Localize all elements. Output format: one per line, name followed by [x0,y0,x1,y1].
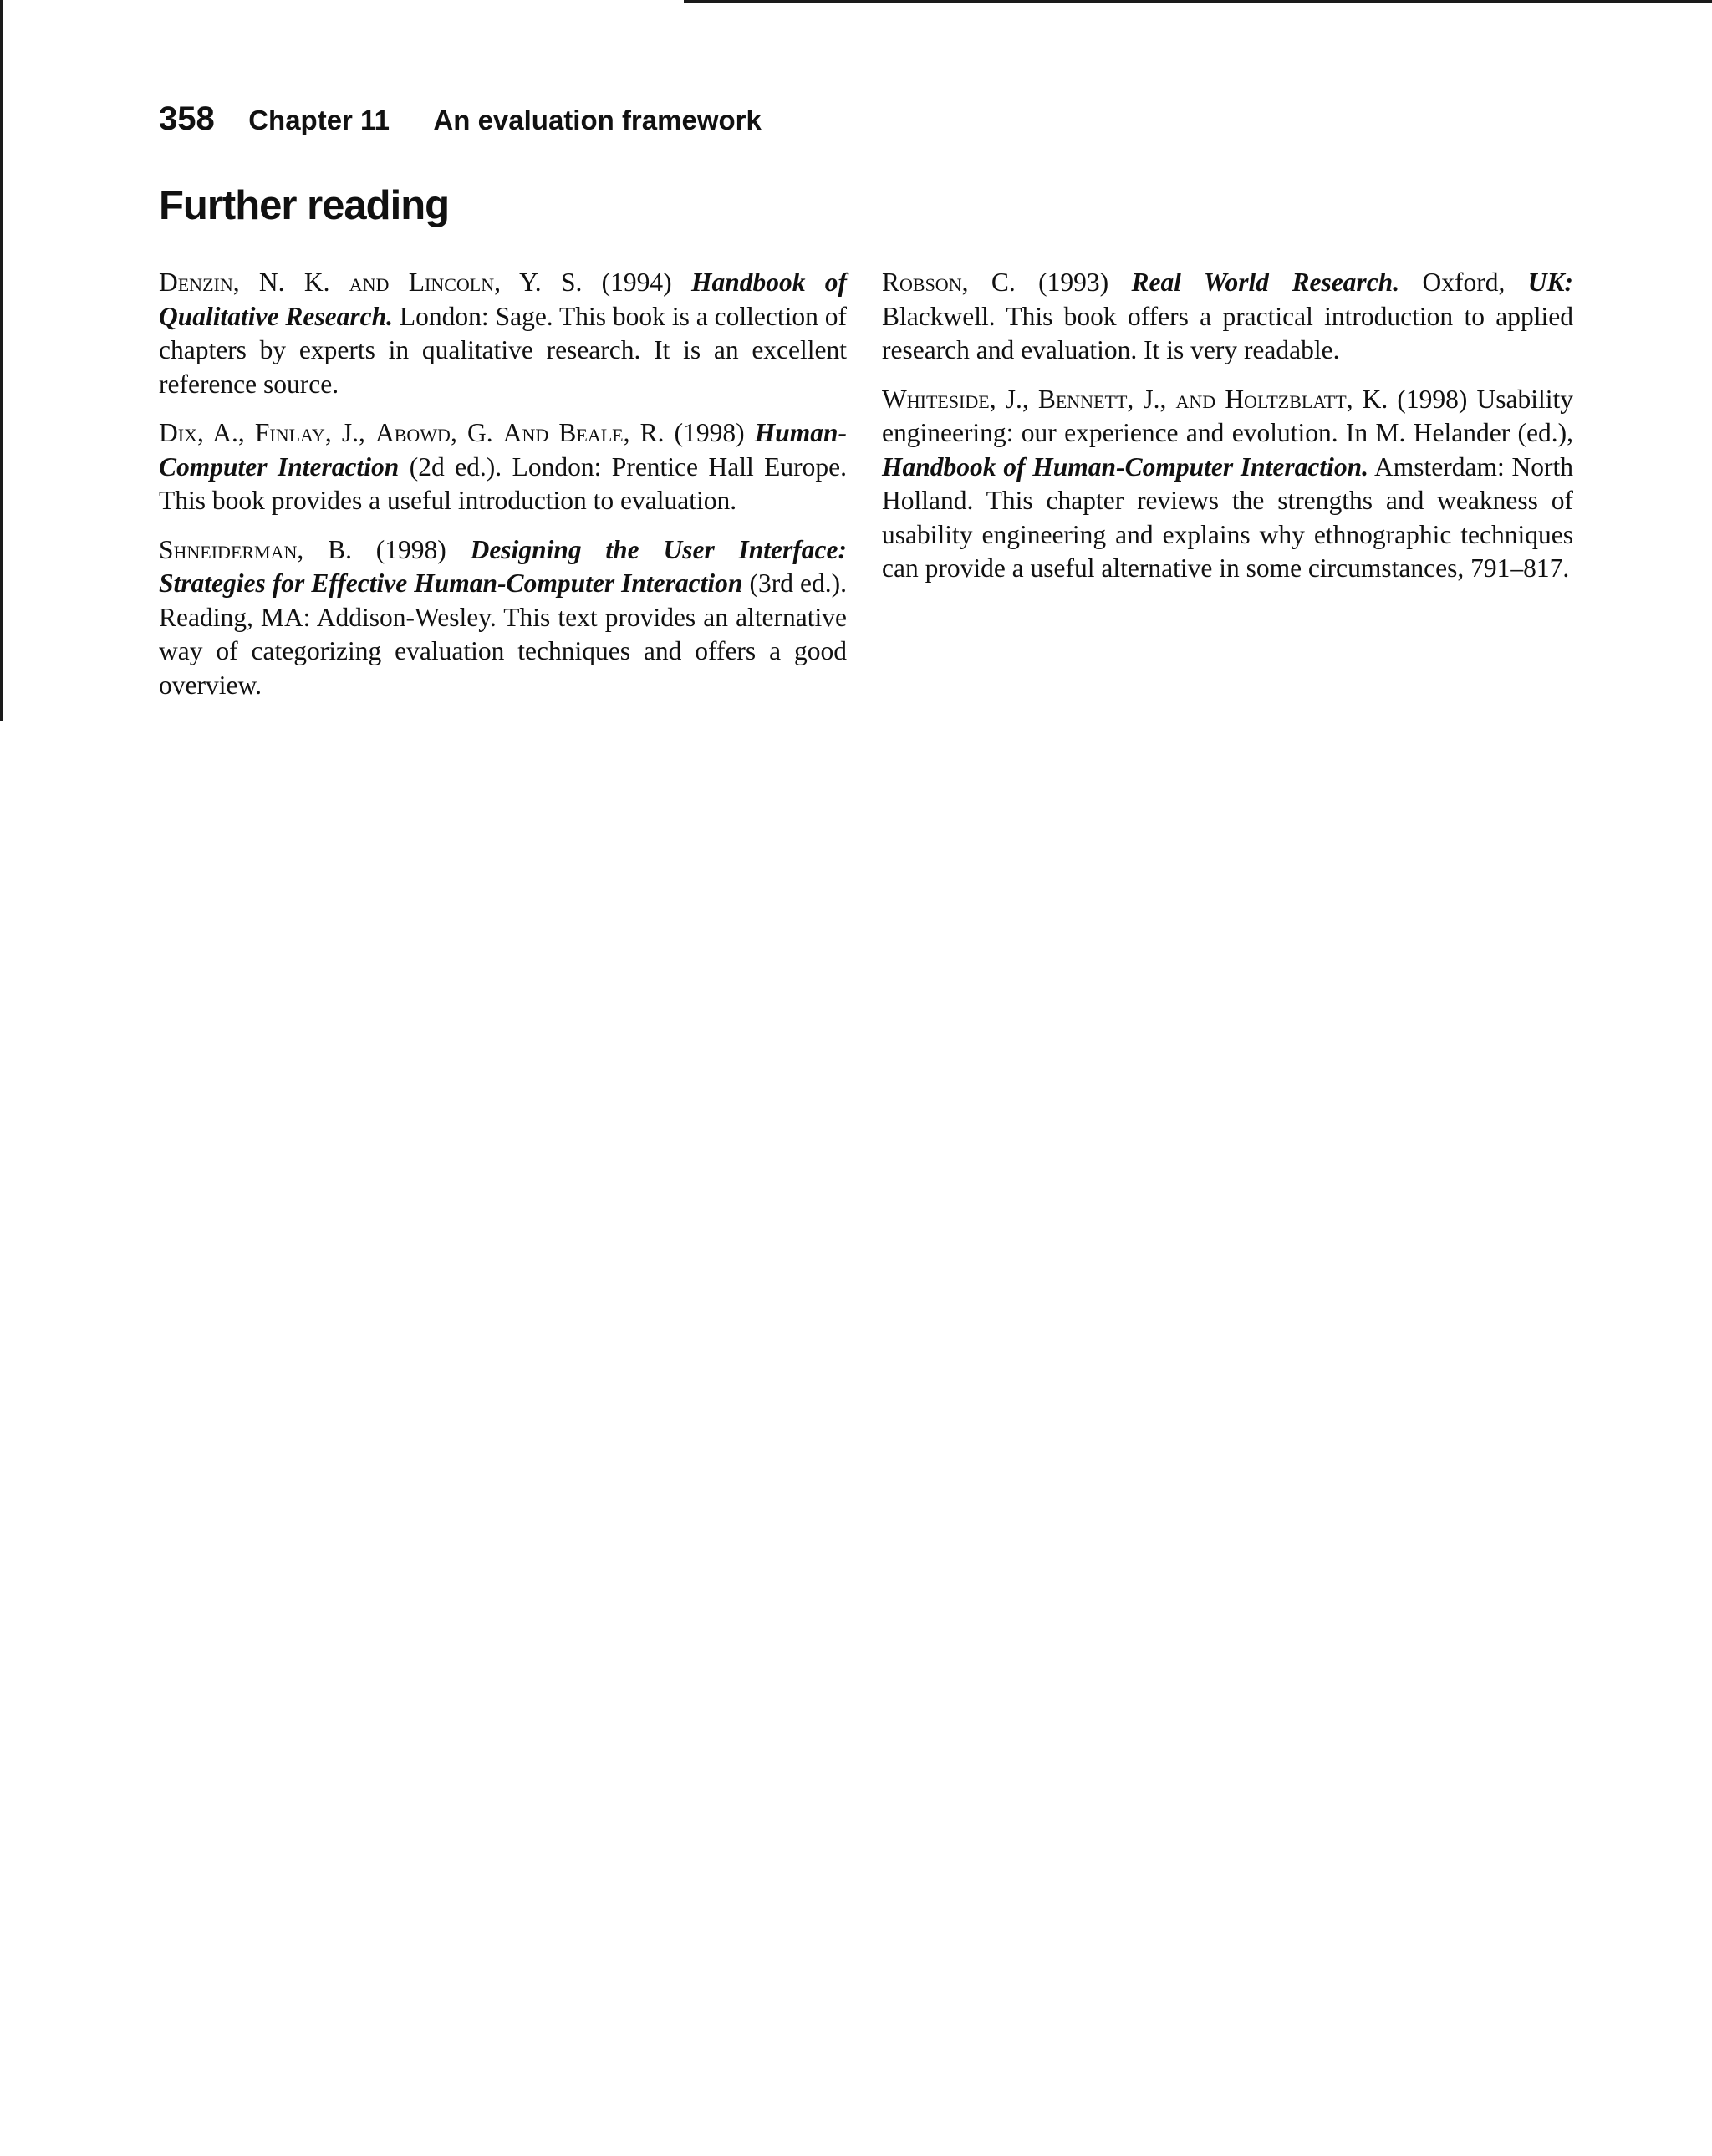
chapter-title: An evaluation framework [433,104,762,135]
author-text: , J., [324,418,375,447]
reference-denzin [159,266,847,401]
reference-title: Handbook of Qualitative Research. [159,268,847,331]
reference-location: UK: [1527,268,1573,297]
reference-whiteside [882,383,1573,586]
author-text: , R. (1998) [623,418,755,447]
author-text: , N. K. [232,268,349,297]
author-text: , K. (1998) Usability engineering: our experience and evolution. In M. Helander (ed.), [882,384,1574,447]
author-name: Dix [159,418,197,447]
author-text: , C. (1993) [961,268,1132,297]
author-text [1215,385,1225,414]
reference-robson [882,266,1573,368]
author-text: , G. [450,418,503,447]
reference-title: Real World Research. [1131,268,1400,297]
reference-title: Human-Computer Interaction [159,418,848,482]
reference-description: Amsterdam: North Holland. This chapter reviews the strengths and weakness of usability engineering and explains why ethnographic techniques can provide a useful alternative in some circumstances, 791–817. [882,451,1573,583]
reference-description: (2d ed.). London: Prentice Hall Europe. This book provides a useful introduction to evaluation. [159,451,848,515]
author-name: Abowd [374,418,451,447]
author-text: , Y. S. (1994) [494,268,691,297]
author-text: , J., [1127,384,1176,414]
author-name: Lincoln [408,268,495,297]
author-text: , A., [196,418,255,447]
chapter-label: Chapter 11 [248,104,390,135]
reference-description: (3rd ed.). Reading, MA: Addison-Wesley. This text provides an alternative way of categorizing evaluation techniques and offers a good overview. [159,568,847,700]
author-name: Holtzblatt [1225,384,1347,414]
author-name: Whiteside [882,384,990,414]
reference-title: Handbook of Human-Computer Interaction. [882,451,1368,482]
author-name: Denzin [159,268,233,297]
author-conjunction: and [349,268,390,297]
author-conjunction: And [502,418,549,447]
top-border-rule [684,0,1712,3]
author-name: Robson [882,268,962,297]
reference-description: London: Sage. This book is a collection of chapters by experts in qualitative research. It is an excellent reference source. [159,301,847,399]
author-text: , B. (1998) [297,534,471,564]
author-text [389,268,408,297]
running-head [159,100,762,138]
left-border-rule [0,0,3,721]
page-number: 358 [159,100,215,137]
author-text: , J., [989,384,1038,414]
right-column [882,266,1573,601]
author-name: Bennett [1037,384,1128,414]
reference-description: Blackwell. This book offers a practical introduction to applied research and evaluation. It is very readable. [882,301,1573,364]
author-name: Beale [558,418,624,447]
author-name: Finlay [254,418,325,447]
author-text [548,418,558,447]
author-name: Shneiderman [159,534,298,564]
reference-dix [159,416,847,518]
reference-text: Oxford, [1399,268,1528,297]
left-column [159,266,847,717]
reference-title: Designing the User Interface: Strategies for Effective Human-Computer Interaction [159,534,847,598]
author-conjunction: and [1175,384,1216,414]
section-title: Further reading [159,183,450,228]
reference-shneiderman [159,533,847,703]
